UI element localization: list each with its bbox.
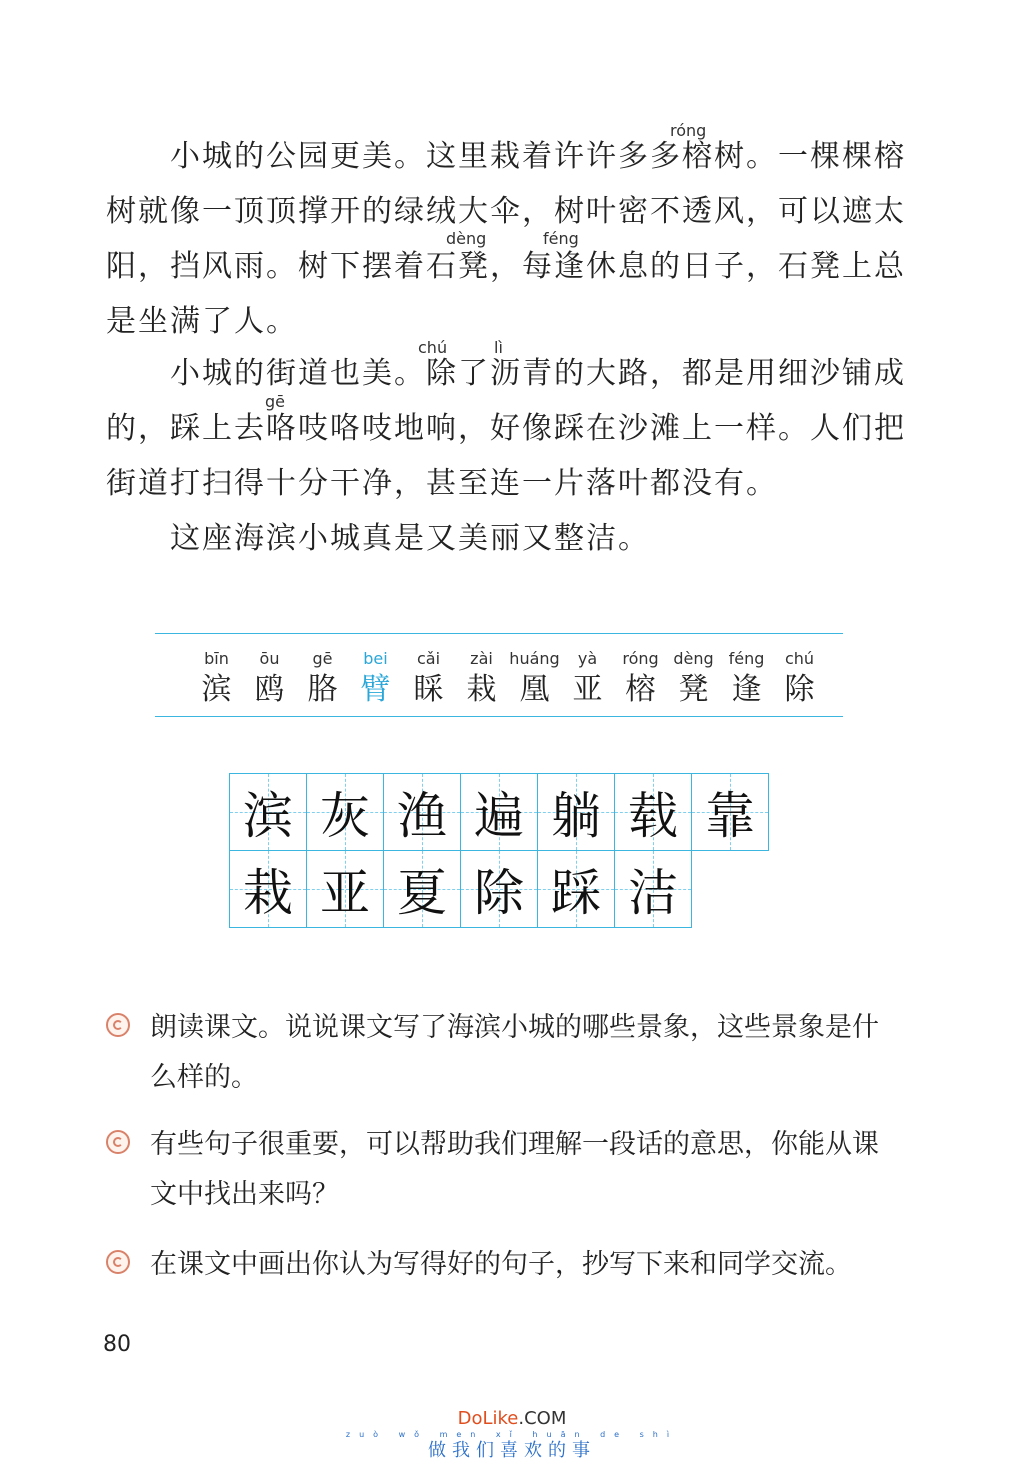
char-item	[614, 648, 667, 710]
grid-char: 栽	[243, 864, 293, 922]
exercise-text: 有些句子很重要，可以帮助我们理解一段话的意思，你能从课 文中找出来吗？	[150, 1129, 879, 1210]
passage-line: 树就像一顶顶撑开的绿绒大伞，树叶密不透风，可以遮太	[106, 194, 906, 229]
grid-cell	[306, 850, 384, 928]
char-item	[243, 648, 296, 710]
char-item	[561, 648, 614, 710]
grid-char: 载	[628, 787, 678, 845]
char-pinyin: huáng	[509, 649, 560, 668]
grid-cell	[306, 773, 384, 851]
passage-line: 阳，挡风雨。树下摆着石凳，每逢休息的日子，石凳上总	[106, 249, 906, 284]
char-item	[455, 648, 508, 710]
recognize-characters	[190, 648, 826, 710]
grid-cell	[460, 850, 538, 928]
grid-row	[229, 773, 768, 850]
char-pinyin: zài	[470, 649, 493, 668]
char-pinyin: ōu	[259, 649, 280, 668]
grid-cell	[383, 850, 461, 928]
watermark-slogan: 做我们喜欢的事	[428, 1440, 596, 1461]
char-pinyin: gē	[312, 649, 333, 668]
pinyin-annotation: chú	[418, 338, 448, 357]
passage-line: 的，踩上去咯吱咯吱地响，好像踩在沙滩上一样。人们把	[106, 411, 906, 446]
exercise-text: 朗读课文。说说课文写了海滨小城的哪些景象，这些景象是什 么样的。	[150, 1012, 879, 1093]
watermark-logo-suffix: .COM	[518, 1408, 567, 1429]
char-pinyin: bīn	[204, 649, 229, 668]
grid-char: 滨	[243, 787, 293, 845]
char-glyph: 睬	[413, 672, 444, 707]
grid-char: 渔	[397, 787, 447, 845]
grid-char: 夏	[397, 864, 447, 922]
grid-cell	[229, 773, 307, 851]
char-pinyin: chú	[784, 649, 815, 668]
grid-row	[229, 850, 768, 927]
passage-line: 小城的公园更美。这里栽着许许多多榕树。一棵棵榕	[106, 139, 906, 174]
writing-grid	[229, 773, 768, 927]
passage-line: 小城的街道也美。除了沥青的大路，都是用细沙铺成	[106, 356, 906, 391]
band-bottom-rule	[155, 716, 843, 717]
char-pinyin: féng	[728, 649, 765, 668]
grid-cell	[460, 773, 538, 851]
grid-char: 踩	[551, 864, 601, 922]
char-item	[720, 648, 773, 710]
pinyin-annotation: gē	[265, 392, 285, 411]
passage-line: 是坐满了人。	[106, 304, 298, 339]
grid-cell	[229, 850, 307, 928]
char-glyph: 除	[784, 672, 815, 707]
passage-line: 这座海滨小城真是又美丽又整洁。	[106, 521, 650, 556]
watermark-logo	[0, 1408, 1024, 1429]
passage-line: 街道打扫得十分干净，甚至连一片落叶都没有。	[106, 466, 778, 501]
char-glyph: 胳	[307, 672, 338, 707]
char-item	[773, 648, 826, 710]
char-glyph: 臂	[360, 672, 391, 707]
char-glyph: 逢	[731, 672, 762, 707]
grid-cell	[537, 773, 615, 851]
page-number: 80	[103, 1332, 131, 1357]
char-pinyin: róng	[622, 649, 659, 668]
grid-char: 遍	[474, 787, 524, 845]
watermark-logo-main: DoLike	[457, 1408, 519, 1429]
grid-char: 靠	[705, 787, 755, 845]
band-top-rule	[155, 633, 843, 634]
char-pinyin: cǎi	[416, 649, 441, 668]
char-glyph: 亚	[572, 672, 603, 707]
char-item	[402, 648, 455, 710]
exercise-bullet-icon	[106, 1013, 130, 1037]
char-pinyin: bei	[363, 649, 388, 668]
grid-cell	[537, 850, 615, 928]
exercise-bullet-icon	[106, 1130, 130, 1154]
pinyin-annotation: féng	[543, 229, 579, 248]
grid-cell	[614, 850, 692, 928]
char-pinyin: yà	[577, 649, 598, 668]
grid-char: 亚	[320, 864, 370, 922]
exercise-bullet-icon	[106, 1250, 130, 1274]
char-glyph: 鸥	[254, 672, 285, 707]
char-item	[667, 648, 720, 710]
exercise-text: 在课文中画出你认为写得好的句子，抄写下来和同学交流。	[150, 1249, 852, 1280]
grid-char: 躺	[551, 787, 601, 845]
grid-cell	[383, 773, 461, 851]
char-pinyin: dèng	[673, 649, 714, 668]
char-item-highlighted	[349, 648, 402, 710]
pinyin-annotation: róng	[670, 121, 707, 140]
watermark-pinyin: zuò wǒ men xǐ huān de shì	[345, 1430, 679, 1439]
grid-char: 除	[474, 864, 524, 922]
grid-cell	[691, 773, 769, 851]
pinyin-annotation: lì	[494, 338, 503, 357]
grid-char: 洁	[628, 864, 678, 922]
char-item	[190, 648, 243, 710]
char-glyph: 凳	[678, 672, 709, 707]
char-glyph: 滨	[201, 672, 232, 707]
pinyin-annotation: dèng	[446, 229, 487, 248]
char-glyph: 栽	[466, 672, 497, 707]
char-glyph: 榕	[625, 672, 656, 707]
grid-cell	[614, 773, 692, 851]
char-item	[296, 648, 349, 710]
char-item	[508, 648, 561, 710]
char-glyph: 凰	[519, 672, 550, 707]
grid-char: 灰	[320, 787, 370, 845]
